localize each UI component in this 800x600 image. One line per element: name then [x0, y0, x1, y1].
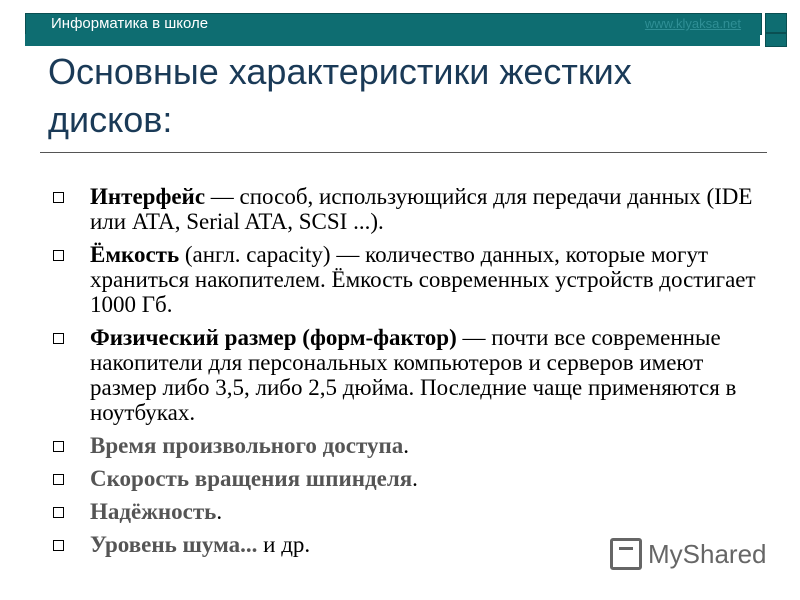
item-term: Время произвольного доступа — [90, 433, 404, 458]
slide-title: Основные характеристики жестких дисков: — [48, 51, 632, 140]
myshared-logo-icon — [610, 538, 642, 570]
square-bullet-icon — [53, 474, 64, 485]
item-text: . — [403, 433, 409, 458]
item-text: . — [412, 466, 418, 491]
item-term: Скорость вращения шпинделя — [90, 466, 413, 491]
bullet-list — [48, 184, 768, 565]
list-item — [48, 499, 768, 524]
list-item — [48, 325, 768, 425]
square-bullet-icon — [53, 250, 64, 261]
list-item — [48, 433, 768, 458]
item-text: — почти все современные накопители для персональных компьютеров и серверов имеют размер либо 3,5, либо 2,5 дюйма. Последние чаще применяются в ноутбуках. — [90, 325, 737, 425]
watermark-text: MyShared — [648, 538, 767, 569]
square-bullet-icon — [53, 192, 64, 203]
item-term: Уровень шума... — [90, 532, 258, 557]
item-text: . — [216, 499, 223, 524]
square-bullet-icon — [53, 441, 64, 452]
item-text: — способ, использующийся для передачи данных (IDE или ATA, Serial ATA, SCSI ...). — [90, 184, 753, 234]
corner-box-bottom — [765, 33, 787, 47]
corner-box-top — [765, 13, 787, 33]
item-text: (англ. capacity) — количество данных, которые могут храниться накопителем. Ёмкость современных устройств достигает 1000 Гб. — [90, 242, 756, 317]
header-title: Информатика в школе — [51, 15, 209, 32]
item-term: Надёжность — [90, 499, 217, 524]
header-band — [25, 34, 760, 46]
header-bar — [25, 13, 762, 35]
list-item — [48, 184, 768, 234]
square-bullet-icon — [53, 540, 64, 551]
square-bullet-icon — [53, 333, 64, 344]
header-site-link[interactable]: www.klyaksa.net — [644, 16, 741, 31]
list-item — [48, 242, 768, 317]
square-bullet-icon — [53, 507, 64, 518]
item-text: и др. — [257, 532, 311, 557]
watermark — [610, 538, 767, 570]
title-divider — [40, 152, 767, 153]
item-term: Интерфейс — [90, 184, 206, 209]
item-term: Физический размер (форм-фактор) — [90, 325, 457, 350]
item-term: Ёмкость — [90, 242, 180, 267]
list-item — [48, 466, 768, 491]
